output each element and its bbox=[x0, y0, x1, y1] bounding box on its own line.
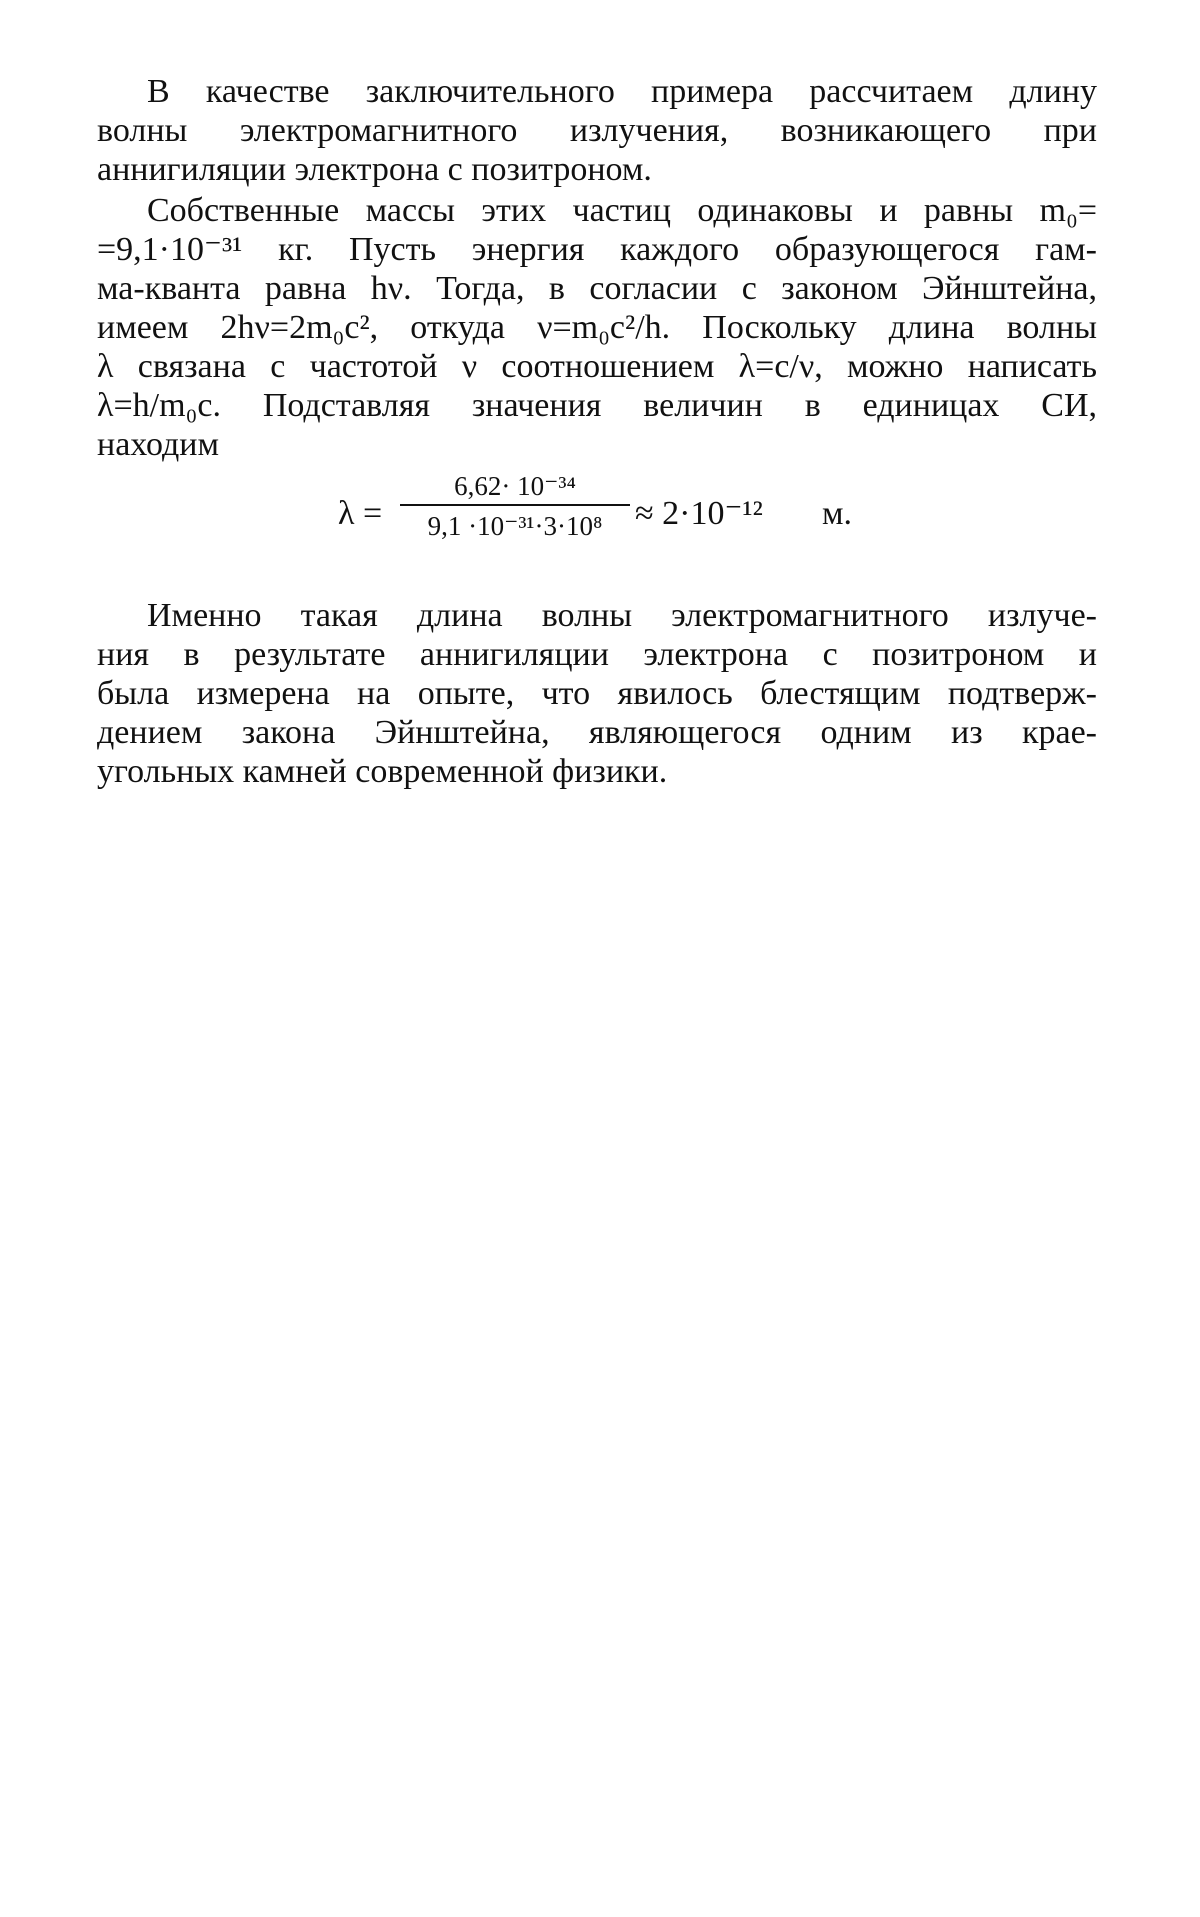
text-line: имеем 2hν=2m₀c², откуда ν=m₀c²/h. Поскольку длина волны bbox=[97, 309, 1097, 346]
formula-numerator: 6,62· 10⁻³⁴ bbox=[454, 471, 576, 501]
formula-denominator: 9,1 ·10⁻³¹·3·10⁸ bbox=[427, 511, 603, 541]
text-line: =9,1·10⁻³¹ кг. Пусть энергия каждого образующегося гам- bbox=[97, 231, 1097, 268]
paragraph-3 bbox=[97, 596, 1097, 791]
text-line: аннигиляции электрона с позитроном. bbox=[97, 151, 652, 188]
text-line: Именно такая длина волны электромагнитного излуче- bbox=[147, 597, 1097, 634]
text-line: дением закона Эйнштейна, являющегося одним из крае- bbox=[97, 714, 1097, 751]
text-line: угольных камней современной физики. bbox=[97, 753, 668, 790]
formula-lhs: λ = bbox=[338, 495, 383, 532]
text-line: Собственные массы этих частиц одинаковы и равны m₀= bbox=[147, 192, 1097, 229]
page-text bbox=[97, 72, 1097, 791]
text-line: λ=h/m₀c. Подставляя значения величин в единицах СИ, bbox=[97, 387, 1097, 424]
text-line: ния в результате аннигиляции электрона с позитроном и bbox=[97, 636, 1097, 673]
text-line: ма-кванта равна hν. Тогда, в согласии с законом Эйнштейна, bbox=[97, 270, 1097, 307]
paragraph-1 bbox=[97, 72, 1097, 189]
text-line: волны электромагнитного излучения, возникающего при bbox=[97, 112, 1097, 149]
formula-result: ≈ 2·10⁻¹² bbox=[635, 495, 763, 532]
wavelength-formula bbox=[97, 470, 1097, 558]
paragraph-2 bbox=[97, 191, 1097, 464]
text-line: В качестве заключительного примера рассчитаем длину bbox=[147, 73, 1097, 110]
fraction-bar bbox=[400, 504, 630, 506]
text-line: λ связана с частотой ν соотношением λ=c/ν, можно написать bbox=[97, 348, 1097, 385]
text-line: находим bbox=[97, 426, 220, 463]
formula-fraction bbox=[400, 470, 630, 542]
text-line: была измерена на опыте, что явилось блестящим подтверж- bbox=[97, 675, 1097, 712]
formula-unit: м. bbox=[822, 495, 853, 532]
